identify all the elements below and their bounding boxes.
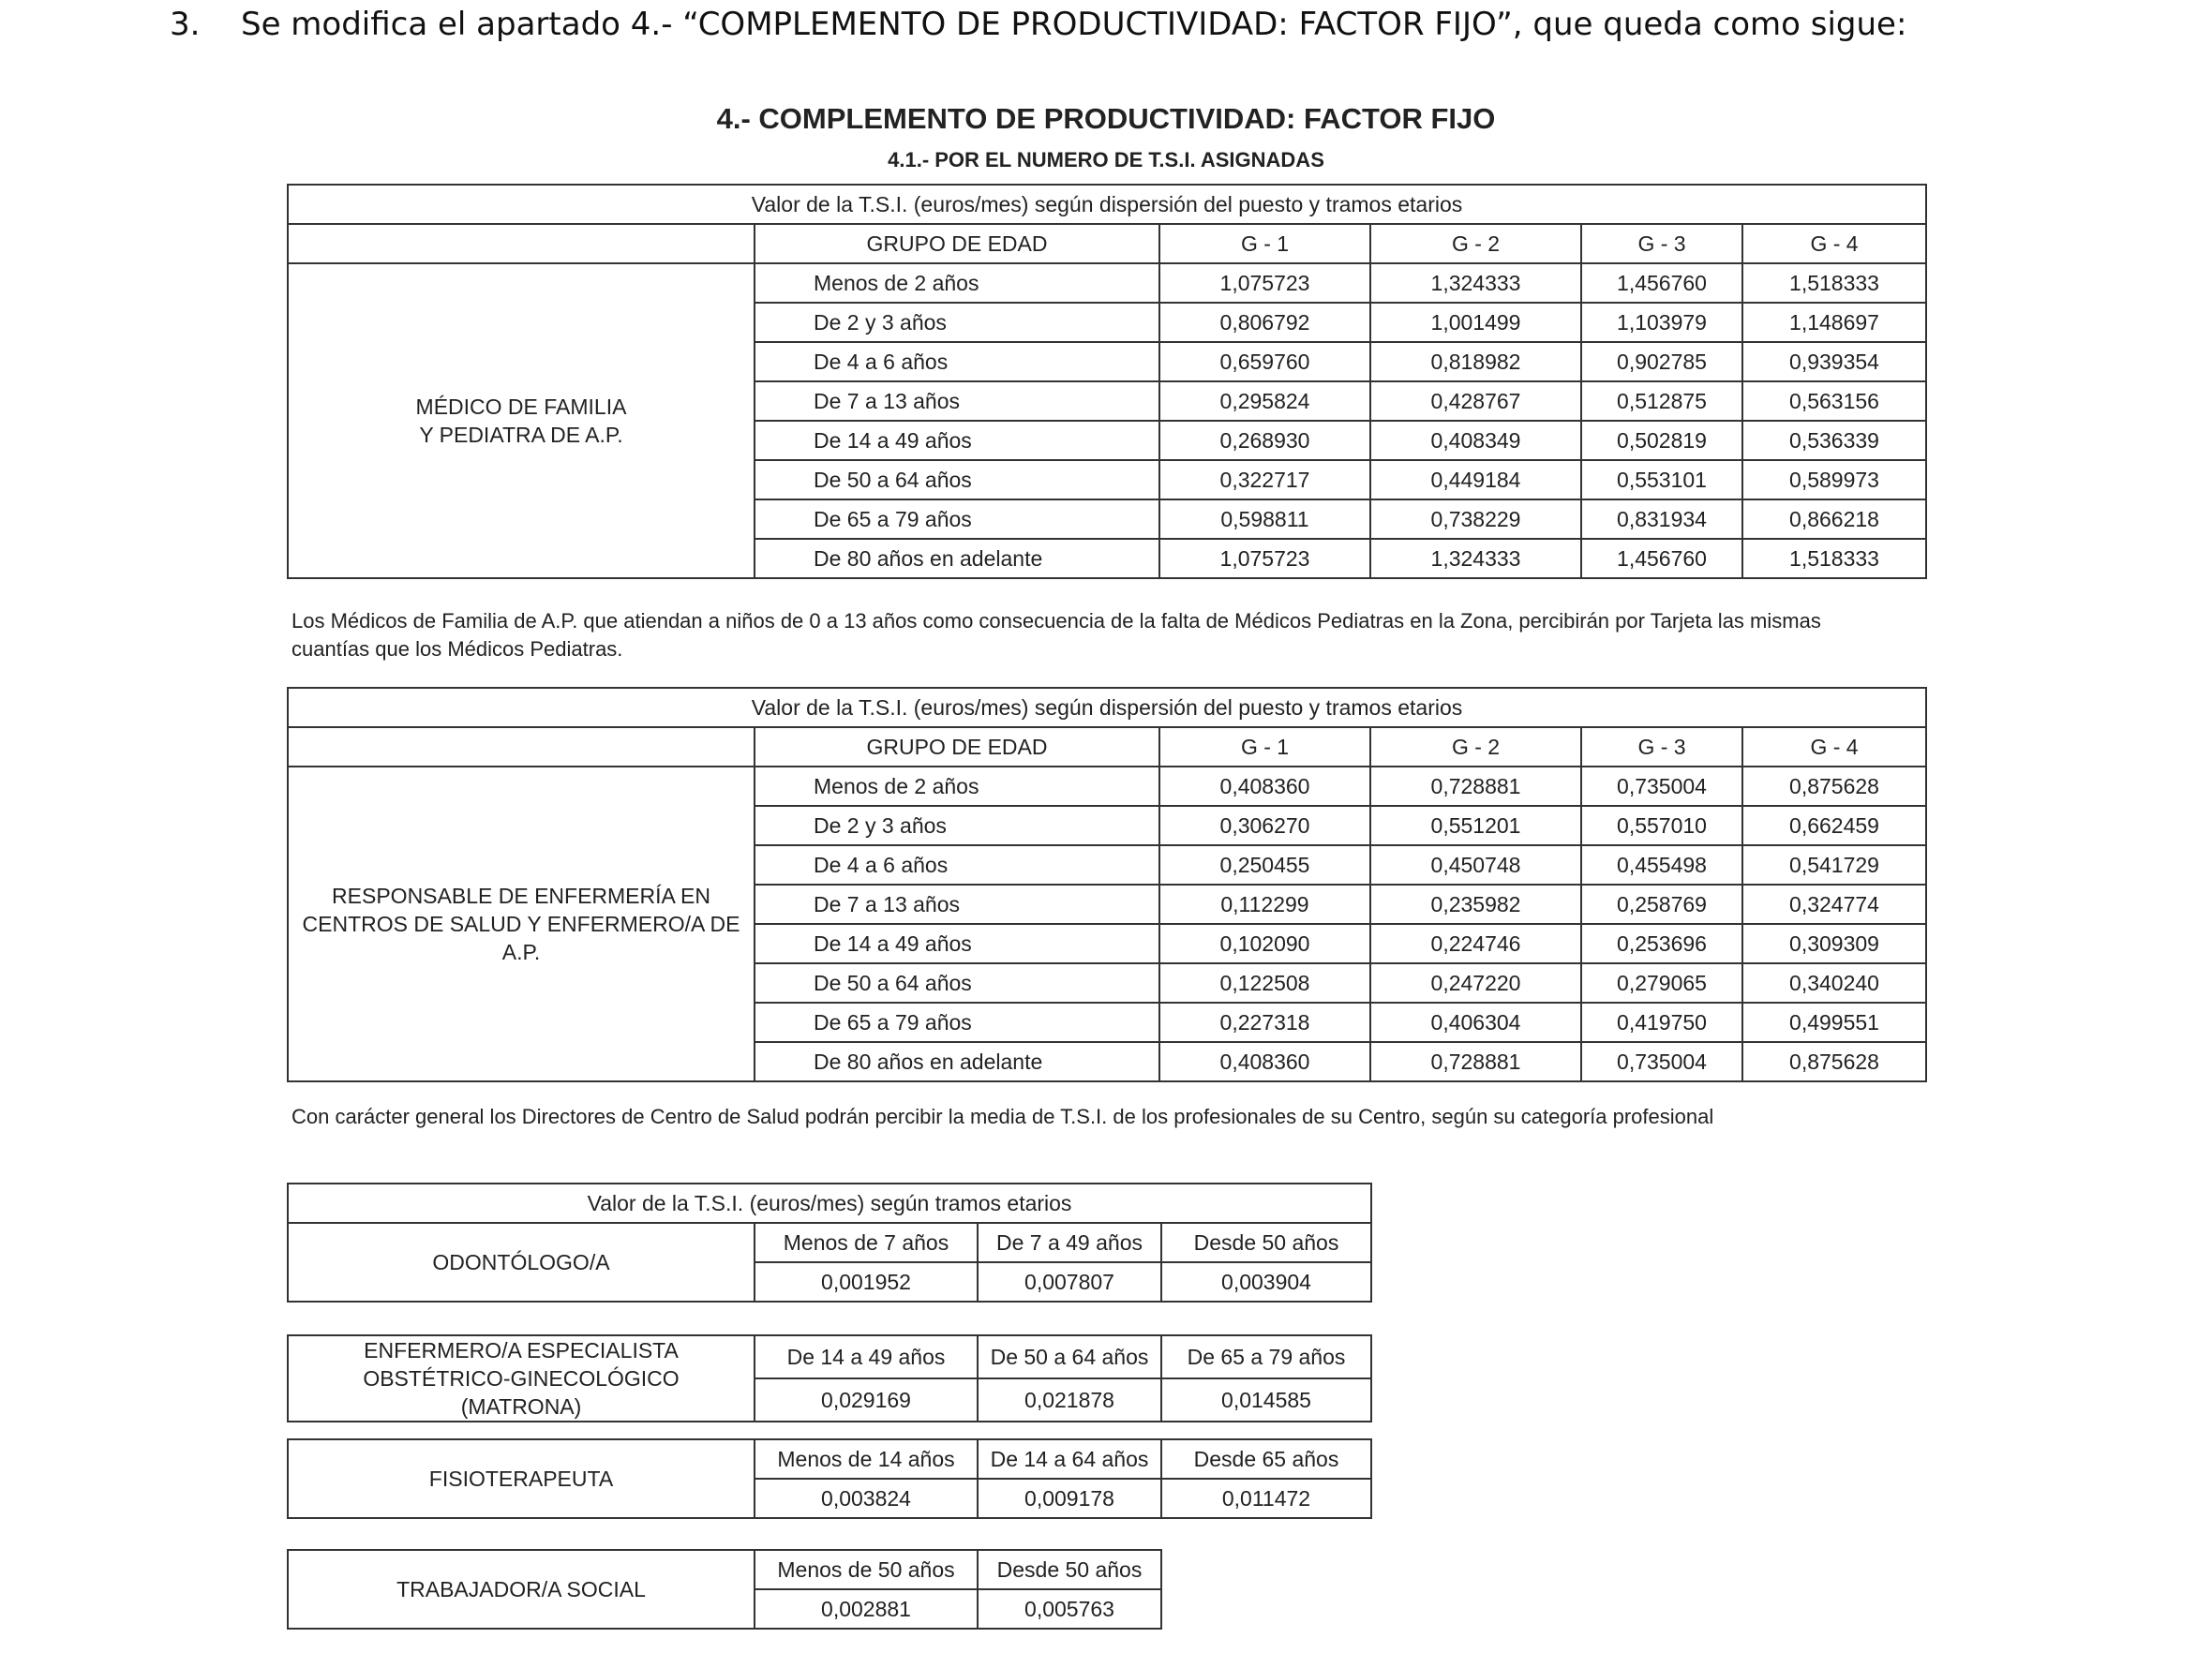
group-header: G - 3 — [1581, 224, 1742, 263]
value-cell: 0,003824 — [755, 1479, 978, 1518]
amendment-number: 3. — [170, 6, 201, 43]
age-range-cell: De 65 a 79 años — [755, 499, 1159, 539]
tsi-table-matrona — [287, 1334, 1372, 1422]
value-cell: 0,122508 — [1159, 963, 1370, 1003]
value-cell: 0,541729 — [1742, 845, 1926, 885]
value-cell: 1,324333 — [1370, 539, 1581, 578]
group-header: G - 4 — [1742, 727, 1926, 767]
age-range-cell: De 80 años en adelante — [755, 539, 1159, 578]
age-range-cell: De 65 a 79 años — [755, 1003, 1159, 1042]
value-cell: 0,728881 — [1370, 1042, 1581, 1081]
value-cell: 1,075723 — [1159, 539, 1370, 578]
category-line: A.P. — [501, 940, 541, 964]
age-range-cell: De 7 a 13 años — [755, 381, 1159, 421]
table-row — [288, 767, 1926, 806]
age-range-header: Desde 50 años — [1161, 1223, 1371, 1262]
value-cell: 0,536339 — [1742, 421, 1926, 460]
age-range-cell: De 4 a 6 años — [755, 342, 1159, 381]
value-cell: 0,005763 — [978, 1589, 1161, 1629]
tsi-table-trabajador-social — [287, 1549, 1162, 1630]
value-cell: 0,866218 — [1742, 499, 1926, 539]
value-cell: 0,875628 — [1742, 1042, 1926, 1081]
value-cell: 0,253696 — [1581, 924, 1742, 963]
value-cell: 0,499551 — [1742, 1003, 1926, 1042]
value-cell: 0,102090 — [1159, 924, 1370, 963]
value-cell: 0,902785 — [1581, 342, 1742, 381]
group-header: G - 1 — [1159, 727, 1370, 767]
category-line: OBSTÉTRICO-GINECOLÓGICO — [363, 1366, 680, 1391]
value-cell: 0,563156 — [1742, 381, 1926, 421]
age-range-cell: De 14 a 49 años — [755, 924, 1159, 963]
value-cell: 0,247220 — [1370, 963, 1581, 1003]
value-cell: 0,408360 — [1159, 767, 1370, 806]
value-cell: 0,408349 — [1370, 421, 1581, 460]
category-cell — [288, 1335, 755, 1422]
value-cell: 0,011472 — [1161, 1479, 1371, 1518]
table-row — [288, 263, 1926, 303]
value-cell: 1,324333 — [1370, 263, 1581, 303]
age-range-cell: De 50 a 64 años — [755, 460, 1159, 499]
group-header: G - 4 — [1742, 224, 1926, 263]
group-header: G - 2 — [1370, 224, 1581, 263]
category-cell — [288, 263, 755, 578]
value-cell: 0,818982 — [1370, 342, 1581, 381]
category-cell: TRABAJADOR/A SOCIAL — [288, 1550, 755, 1629]
section-title: 4.- COMPLEMENTO DE PRODUCTIVIDAD: FACTOR FIJO — [716, 102, 1496, 135]
value-cell: 0,455498 — [1581, 845, 1742, 885]
value-cell: 0,450748 — [1370, 845, 1581, 885]
value-cell: 0,258769 — [1581, 885, 1742, 924]
age-range-cell: De 2 y 3 años — [755, 303, 1159, 342]
value-cell: 0,001952 — [755, 1262, 978, 1302]
group-header: G - 2 — [1370, 727, 1581, 767]
value-cell: 0,250455 — [1159, 845, 1370, 885]
value-cell: 1,456760 — [1581, 539, 1742, 578]
age-range-header: Menos de 50 años — [755, 1550, 978, 1589]
tsi-table-odontologo — [287, 1183, 1372, 1303]
age-range-header: De 50 a 64 años — [978, 1335, 1161, 1378]
age-range-header: De 7 a 49 años — [978, 1223, 1161, 1262]
category-line: RESPONSABLE DE ENFERMERÍA EN — [332, 884, 710, 908]
value-cell: 0,806792 — [1159, 303, 1370, 342]
table-note: Con carácter general los Directores de Centro de Salud podrán percibir la media de T.S.I. de los profesionales de su Centro, según su categoría profesional — [291, 1105, 1714, 1128]
age-range-header: Menos de 7 años — [755, 1223, 978, 1262]
age-range-header: De 14 a 64 años — [978, 1439, 1161, 1479]
value-cell: 0,551201 — [1370, 806, 1581, 845]
group-header: G - 3 — [1581, 727, 1742, 767]
value-cell: 0,419750 — [1581, 1003, 1742, 1042]
table-note: Los Médicos de Familia de A.P. que atiendan a niños de 0 a 13 años como consecuencia de la falta de Médicos Pediatras en la Zona, percibirán por Tarjeta las mismas cuantías que los Médicos Pediatras. — [291, 609, 1821, 661]
value-cell: 0,738229 — [1370, 499, 1581, 539]
amendment-heading — [170, 6, 1906, 43]
table-caption: Valor de la T.S.I. (euros/mes) según tramos etarios — [288, 1184, 1371, 1223]
category-line: ENFERMERO/A ESPECIALISTA — [364, 1338, 679, 1363]
value-cell: 0,735004 — [1581, 1042, 1742, 1081]
value-cell: 0,340240 — [1742, 963, 1926, 1003]
value-cell: 0,009178 — [978, 1479, 1161, 1518]
age-group-header: GRUPO DE EDAD — [755, 727, 1159, 767]
age-range-header: De 65 a 79 años — [1161, 1335, 1371, 1378]
value-cell: 0,831934 — [1581, 499, 1742, 539]
category-cell — [288, 767, 755, 1081]
age-group-header: GRUPO DE EDAD — [755, 224, 1159, 263]
age-range-header: De 14 a 49 años — [755, 1335, 978, 1378]
group-header: G - 1 — [1159, 224, 1370, 263]
empty-header-cell — [288, 727, 755, 767]
value-cell: 0,295824 — [1159, 381, 1370, 421]
value-cell: 0,309309 — [1742, 924, 1926, 963]
value-cell: 0,659760 — [1159, 342, 1370, 381]
value-cell: 1,001499 — [1370, 303, 1581, 342]
value-cell: 0,502819 — [1581, 421, 1742, 460]
age-range-header: Desde 50 años — [978, 1550, 1161, 1589]
value-cell: 0,408360 — [1159, 1042, 1370, 1081]
value-cell: 0,002881 — [755, 1589, 978, 1629]
age-range-cell: De 80 años en adelante — [755, 1042, 1159, 1081]
value-cell: 0,875628 — [1742, 767, 1926, 806]
category-line: (MATRONA) — [460, 1394, 582, 1419]
value-cell: 0,322717 — [1159, 460, 1370, 499]
subsection-title: 4.1.- POR EL NUMERO DE T.S.I. ASIGNADAS — [888, 148, 1324, 171]
value-cell: 0,728881 — [1370, 767, 1581, 806]
category-line: CENTROS DE SALUD Y ENFERMERO/A DE — [302, 912, 740, 936]
value-cell: 1,456760 — [1581, 263, 1742, 303]
value-cell: 0,227318 — [1159, 1003, 1370, 1042]
age-range-cell: Menos de 2 años — [755, 767, 1159, 806]
value-cell: 0,112299 — [1159, 885, 1370, 924]
age-range-cell: Menos de 2 años — [755, 263, 1159, 303]
value-cell: 1,148697 — [1742, 303, 1926, 342]
category-cell: ODONTÓLOGO/A — [288, 1223, 755, 1302]
value-cell: 0,029169 — [755, 1378, 978, 1422]
value-cell: 0,512875 — [1581, 381, 1742, 421]
age-range-cell: De 4 a 6 años — [755, 845, 1159, 885]
value-cell: 0,735004 — [1581, 767, 1742, 806]
amendment-text: Se modifica el apartado 4.- “COMPLEMENTO DE PRODUCTIVIDAD: FACTOR FIJO”, que queda como sigue: — [241, 6, 1907, 43]
tsi-table-fisioterapeuta — [287, 1438, 1372, 1519]
age-range-cell: De 7 a 13 años — [755, 885, 1159, 924]
value-cell: 0,268930 — [1159, 421, 1370, 460]
value-cell: 0,406304 — [1370, 1003, 1581, 1042]
value-cell: 1,518333 — [1742, 263, 1926, 303]
value-cell: 1,103979 — [1581, 303, 1742, 342]
value-cell: 0,224746 — [1370, 924, 1581, 963]
value-cell: 0,598811 — [1159, 499, 1370, 539]
value-cell: 0,235982 — [1370, 885, 1581, 924]
value-cell: 0,939354 — [1742, 342, 1926, 381]
value-cell: 0,003904 — [1161, 1262, 1371, 1302]
value-cell: 0,449184 — [1370, 460, 1581, 499]
category-cell: FISIOTERAPEUTA — [288, 1439, 755, 1518]
age-range-cell: De 50 a 64 años — [755, 963, 1159, 1003]
value-cell: 0,553101 — [1581, 460, 1742, 499]
category-line: Y PEDIATRA DE A.P. — [419, 423, 623, 447]
age-range-header: Menos de 14 años — [755, 1439, 978, 1479]
age-range-cell: De 2 y 3 años — [755, 806, 1159, 845]
value-cell: 0,589973 — [1742, 460, 1926, 499]
category-line: MÉDICO DE FAMILIA — [415, 395, 627, 419]
value-cell: 0,306270 — [1159, 806, 1370, 845]
tsi-table-enfermeria — [287, 687, 1927, 1082]
table-caption: Valor de la T.S.I. (euros/mes) según dispersión del puesto y tramos etarios — [288, 688, 1926, 727]
value-cell: 0,021878 — [978, 1378, 1161, 1422]
age-range-cell: De 14 a 49 años — [755, 421, 1159, 460]
table-caption: Valor de la T.S.I. (euros/mes) según dispersión del puesto y tramos etarios — [288, 185, 1926, 224]
value-cell: 0,557010 — [1581, 806, 1742, 845]
age-range-header: Desde 65 años — [1161, 1439, 1371, 1479]
value-cell: 0,428767 — [1370, 381, 1581, 421]
value-cell: 0,662459 — [1742, 806, 1926, 845]
empty-header-cell — [288, 224, 755, 263]
value-cell: 1,075723 — [1159, 263, 1370, 303]
value-cell: 0,324774 — [1742, 885, 1926, 924]
value-cell: 0,007807 — [978, 1262, 1161, 1302]
value-cell: 0,279065 — [1581, 963, 1742, 1003]
value-cell: 1,518333 — [1742, 539, 1926, 578]
tsi-table-medico — [287, 184, 1927, 579]
value-cell: 0,014585 — [1161, 1378, 1371, 1422]
